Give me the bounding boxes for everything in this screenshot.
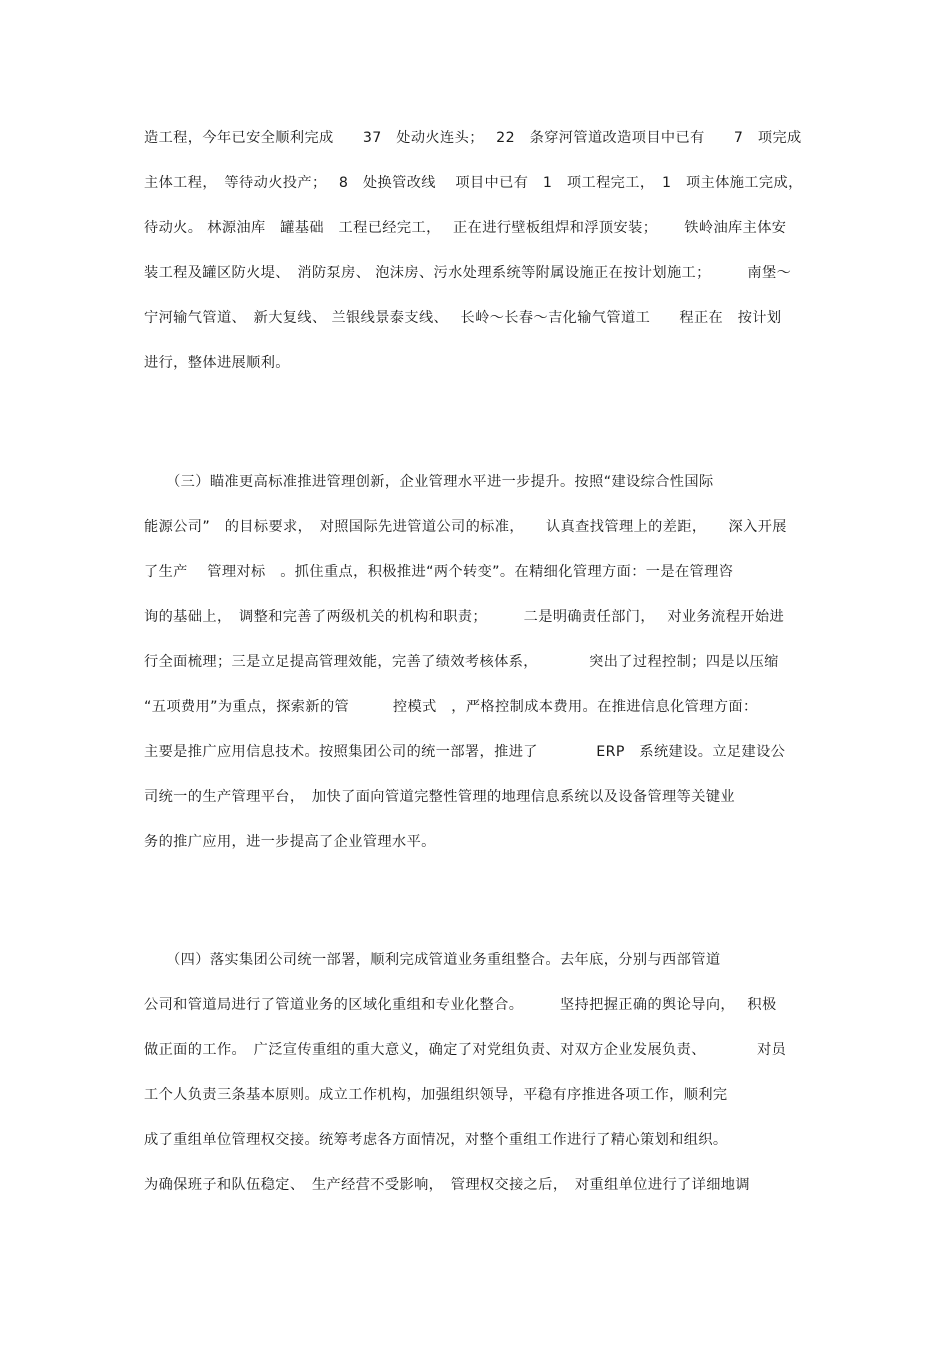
text-line: （四）落实集团公司统一部署，顺利完成管道业务重组整合。去年底，分别与西部管道 [144, 952, 721, 968]
text-line: 做正面的工作。 广泛宣传重组的重大意义，确定了对党组负责、对双方企业发展负责、 对员 [144, 1042, 787, 1058]
text-line: 主要是推广应用信息技术。按照集团公司的统一部署，推进了 ERP 系统建设。立足建设公 [144, 744, 786, 760]
text-line: 进行，整体进展顺利。 [144, 355, 290, 371]
text-line: 工个人负责三条基本原则。成立工作机构，加强组织领导，平稳有序推进各项工作，顺利完 [144, 1087, 728, 1103]
text-line: 了生产 管理对标 。抓住重点，积极推进“两个转变”。在精细化管理方面：一是在管理咨 [144, 564, 734, 580]
text-line: 为确保班子和队伍稳定、 生产经营不受影响， 管理权交接之后， 对重组单位进行了详细地调 [144, 1177, 750, 1193]
text-line: 待动火。 林源油库 罐基础 工程已经完工， 正在进行壁板组焊和浮顶安装； 铁岭油库主体安 [144, 220, 787, 236]
text-line: （三）瞄准更高标准推进管理创新，企业管理水平进一步提升。按照“建设综合性国际 [144, 474, 714, 490]
text-line: 宁河输气管道、 新大复线、 兰银线景泰支线、 长岭～长春～吉化输气管道工 程正在 按计划 [144, 310, 782, 326]
text-line: 成了重组单位管理权交接。统筹考虑各方面情况，对整个重组工作进行了精心策划和组织。 [144, 1132, 728, 1148]
text-line: 造工程，今年已安全顺利完成 37 处动火连头； 22 条穿河管道改造项目中已有 7 项完成 [144, 130, 802, 146]
text-line: 务的推广应用，进一步提高了企业管理水平。 [144, 834, 436, 850]
text-line: 公司和管道局进行了管道业务的区域化重组和专业化整合。 坚持把握正确的舆论导向， 积极 [144, 997, 777, 1013]
text-line: 行全面梳理；三是立足提高管理效能，完善了绩效考核体系， 突出了过程控制；四是以压缩 [144, 654, 779, 670]
text-line: “五项费用”为重点，探索新的管 控模式 ，严格控制成本费用。在推进信息化管理方面： [144, 699, 758, 715]
text-line: 装工程及罐区防火堤、 消防泵房、 泡沫房、污水处理系统等附属设施正在按计划施工； 南堡～ [144, 265, 792, 281]
text-line: 能源公司” 的目标要求， 对照国际先进管道公司的标准， 认真查找管理上的差距， 深入开展 [144, 519, 787, 535]
text-line: 主体工程， 等待动火投产； 8 处换管改线 项目中已有 1 项工程完工， 1 项主体施工完成， [144, 175, 803, 191]
text-line: 司统一的生产管理平台， 加快了面向管道完整性管理的地理信息系统以及设备管理等关键业 [144, 789, 735, 805]
text-line: 询的基础上， 调整和完善了两级机关的机构和职责； 二是明确责任部门， 对业务流程开始进 [144, 609, 785, 625]
